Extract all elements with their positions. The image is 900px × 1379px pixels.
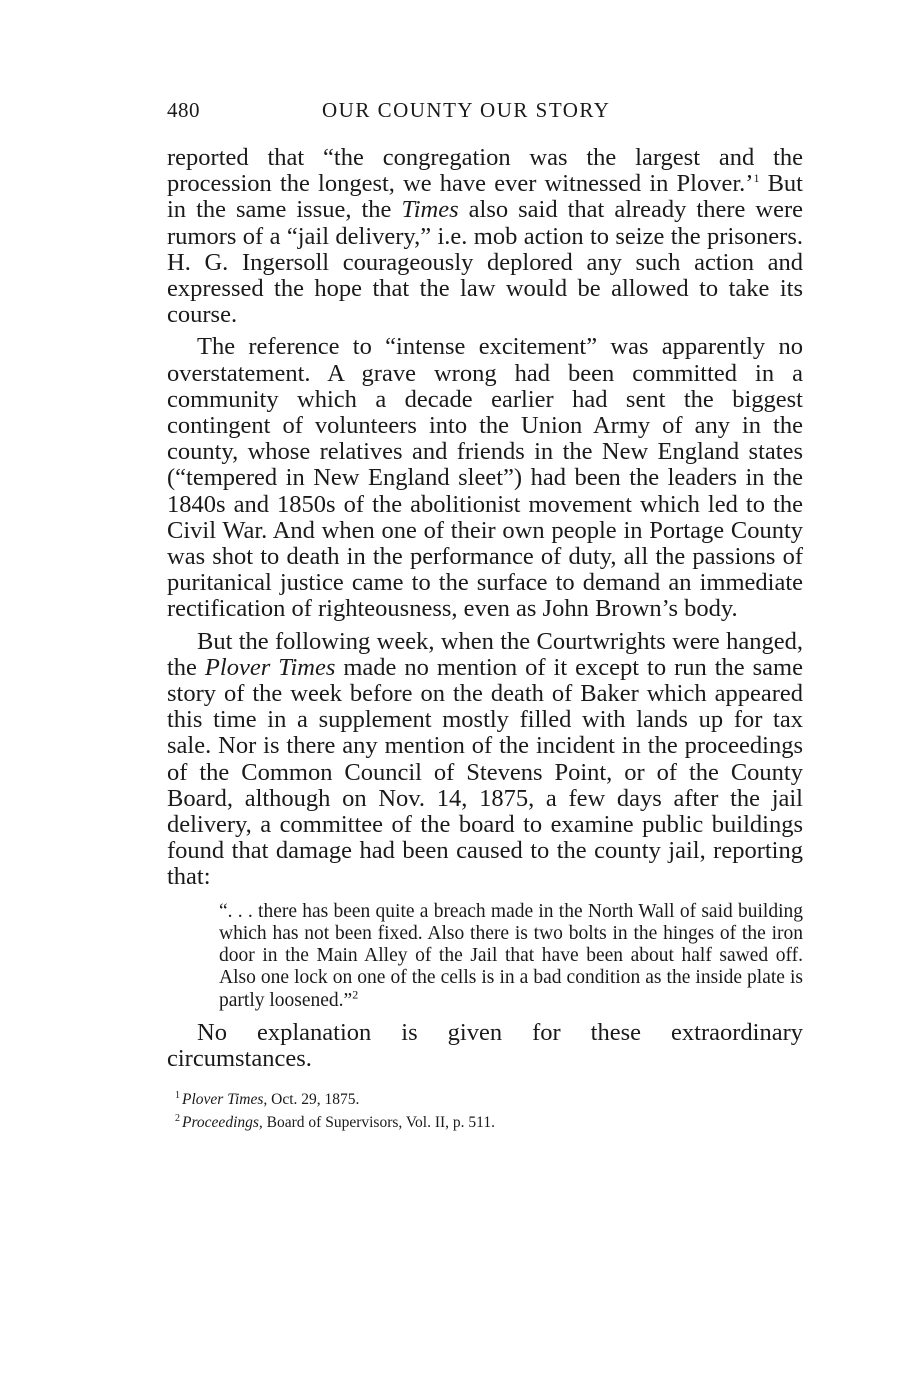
page-header (167, 98, 807, 128)
page-number: 480 (167, 98, 200, 122)
footnote-2-rest: Board of Supervisors, Vol. II, p. 511. (262, 1114, 495, 1132)
footnote-2-mark: 2 (175, 1113, 180, 1125)
paragraph-2: The reference to “intense excitement” was apparently no overstatement. A grave wrong had been committed in a community which a decade earlier had sent the biggest contingent of volunteers into the Union Army of any in the county, whose relatives and friends in the New England states (“tempered in New England sleet”) had been the leaders in the 1840s and 1850s of the abolitionist movement which led to the Civil War. And when one of their own people in Portage County was shot to death in the performance of duty, all the passions of puritanical justice came to the surface to demand an immediate rectification of righteousness, even as John Brown’s body. (167, 333, 803, 623)
paragraph-1-text-b: But in the same issue, the (167, 170, 803, 224)
footnote-ref-2: 2 (352, 987, 359, 1001)
paragraph-3-text-c: made no mention of it except to run the same story of the week before on the death of Baker which appeared this time in a supplement mostly filled with lands up for tax sale. Nor is there any mention of the incident in the proceedings of the Common Council of Stevens Point, or of the County Board, although on Nov. 14, 1875, a few days after the jail delivery, a committee of the board to examine public buildings found that damage had been caused to the county jail, reporting that: (167, 653, 803, 891)
paragraph-3 (167, 629, 803, 891)
paragraph-4: No explanation is given for these extraordinary circumstances. (167, 1018, 803, 1072)
footnote-1-rest: Oct. 29, 1875. (267, 1091, 360, 1109)
paragraph-1-italic-times: Times (401, 196, 459, 224)
footnote-1-source: Plover Times, (182, 1091, 268, 1109)
page-body (167, 145, 803, 1132)
block-quote (219, 901, 803, 1012)
block-quote-text: “. . . there has been quite a breach made in the North Wall of said building which has not been fixed. Also there is two bolts in the hinges of the iron door in the Main Alley of the Jail that have been about half sawed off. Also one lock on one of the cells is in a bad condition as the inside plate is partly loosened.” (219, 900, 803, 1011)
paragraph-1 (167, 145, 803, 328)
footnotes (167, 1086, 803, 1132)
paragraph-3-text-a: But the following week, when the Courtwrights were hanged, the (167, 627, 803, 681)
footnote-2-source: Proceedings, (182, 1114, 263, 1132)
footnote-ref-1: 1 (753, 171, 760, 186)
footnote-1-mark: 1 (175, 1090, 180, 1102)
paragraph-3-italic-plover-times: Plover Times (204, 653, 336, 681)
paragraph-1-text-a: reported that “the congregation was the largest and the procession the longest, we have ever witnessed in Plover.’ (167, 144, 803, 198)
running-head: OUR COUNTY OUR STORY (322, 98, 611, 122)
footnote-1 (175, 1086, 803, 1109)
footnote-2 (175, 1109, 803, 1132)
paragraph-1-text-d: also said that already there were rumors of a “jail delivery,” i.e. mob action to seize the prisoners. H. G. Ingersoll courageously deplored any such action and expressed the hope that the law would be allowed to take its course. (167, 196, 803, 329)
